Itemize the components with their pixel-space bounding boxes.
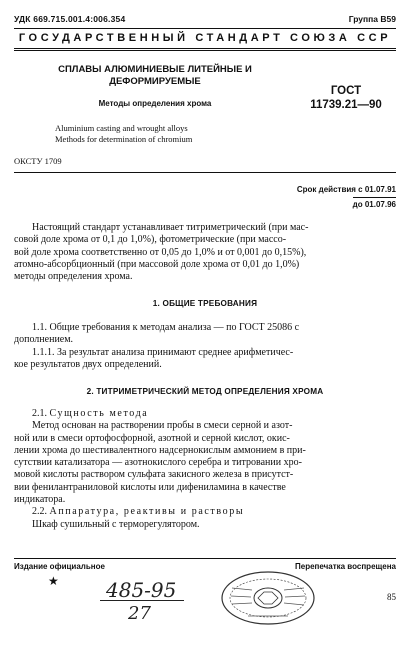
section-2-heading: 2. ТИТРИМЕТРИЧЕСКИЙ МЕТОД ОПРЕДЕЛЕНИЯ ХРОМА [86,387,324,396]
subsection-title: Аппаратура, реактивы и растворы [49,506,245,518]
text-line: дополнением. [14,334,74,346]
validity-to: до 01.07.96 [353,197,396,212]
text-line: Метод основан на растворении пробы в смеси серной и азот- [32,420,293,432]
english-title-line-2: Methods for determination of chromium [55,133,193,144]
validity-from: Срок действия с 01.07.91 [296,185,396,194]
document-subtitle: Методы определения хрома [98,99,212,108]
gost-number: 11739.21—90 [310,99,382,111]
handwritten-mark-1: 485-95 [106,578,177,602]
handwritten-underline [100,600,184,601]
text-line: сутствии катализатора — азотнокислого серебра и титровании хро- [14,457,302,469]
subsection-number: 2.2. [32,506,47,518]
text-line: вии фенилантраниловой кислоты или дифениламина в качестве [14,481,286,493]
handwritten-mark-2: 27 [128,603,151,624]
text-line: 1.1. Общие требования к методам анализа — по ГОСТ 25086 с [32,322,300,333]
section-1-body [14,322,396,371]
subsection-2-1-title [32,408,396,420]
text-line: лении хрома до шестивалентного надсернокислым аммонием в при- [14,444,306,456]
page-number: 85 [387,592,396,602]
text-line: кое результатов двух определений. [14,358,162,370]
text-line: вой доле хрома соответственно от 0,05 до 1,0% и от 0,001 до 0,15%), [14,246,307,258]
udk-code: УДК 669.715.001.4:006.354 [14,14,126,24]
text-line: методы определения хрома. [14,271,133,283]
text-line: Шкаф сушильный с терморегулятором. [32,518,200,530]
library-stamp-icon [218,568,318,628]
standard-title: ГОСУДАРСТВЕННЫЙ СТАНДАРТ СОЮЗА ССР [18,32,392,44]
text-line: атомно-абсорбционный (при массовой доле хрома от 0,01 до 1,0%) [14,258,300,270]
text-line: Настоящий стандарт устанавливает титриметрический (при мас- [32,222,309,233]
title-line-2: ДЕФОРМИРУЕМЫЕ [109,76,201,87]
gost-designation [296,84,396,112]
english-title [55,123,192,144]
text-line: ной или в смеси ортофосфорной, азотной и серной кислот, окис- [14,432,290,444]
english-title-line-1: Aluminium casting and wrought alloys [55,123,188,133]
text-line: индикатора. [14,494,66,506]
section-1-heading: 1. ОБЩИЕ ТРЕБОВАНИЯ [152,299,258,308]
group-code: Группа В59 [348,14,396,24]
footer-rule [14,558,396,559]
okstu-code: ОКСТУ 1709 [14,156,62,166]
gost-label: ГОСТ [330,85,362,97]
document-title [40,64,270,88]
section-2-body [14,408,396,531]
text-line: 1.1.1. За результат анализа принимают среднее арифметичес- [32,346,294,358]
subsection-2-2-title [32,506,396,518]
okstu-rule [14,172,396,173]
top-rule [14,28,396,29]
star-icon: ★ [48,574,59,588]
intro-paragraph [14,222,396,283]
footer-reprint-prohibited: Перепечатка воспрещена [295,562,396,571]
header-double-rule [14,48,396,51]
text-line: совой доле хрома от 0,1 до 1,0%), фотометрические (при массо- [14,234,287,246]
text-line: мовой кислоты раствором сульфата закисного железа в присутст- [14,469,294,481]
title-line-1: СПЛАВЫ АЛЮМИНИЕВЫЕ ЛИТЕЙНЫЕ И [58,64,252,75]
subsection-number: 2.1. [32,408,47,419]
subsection-title: Сущность метода [49,408,149,419]
validity-period [297,183,396,212]
footer-official-edition: Издание официальное [14,562,105,571]
